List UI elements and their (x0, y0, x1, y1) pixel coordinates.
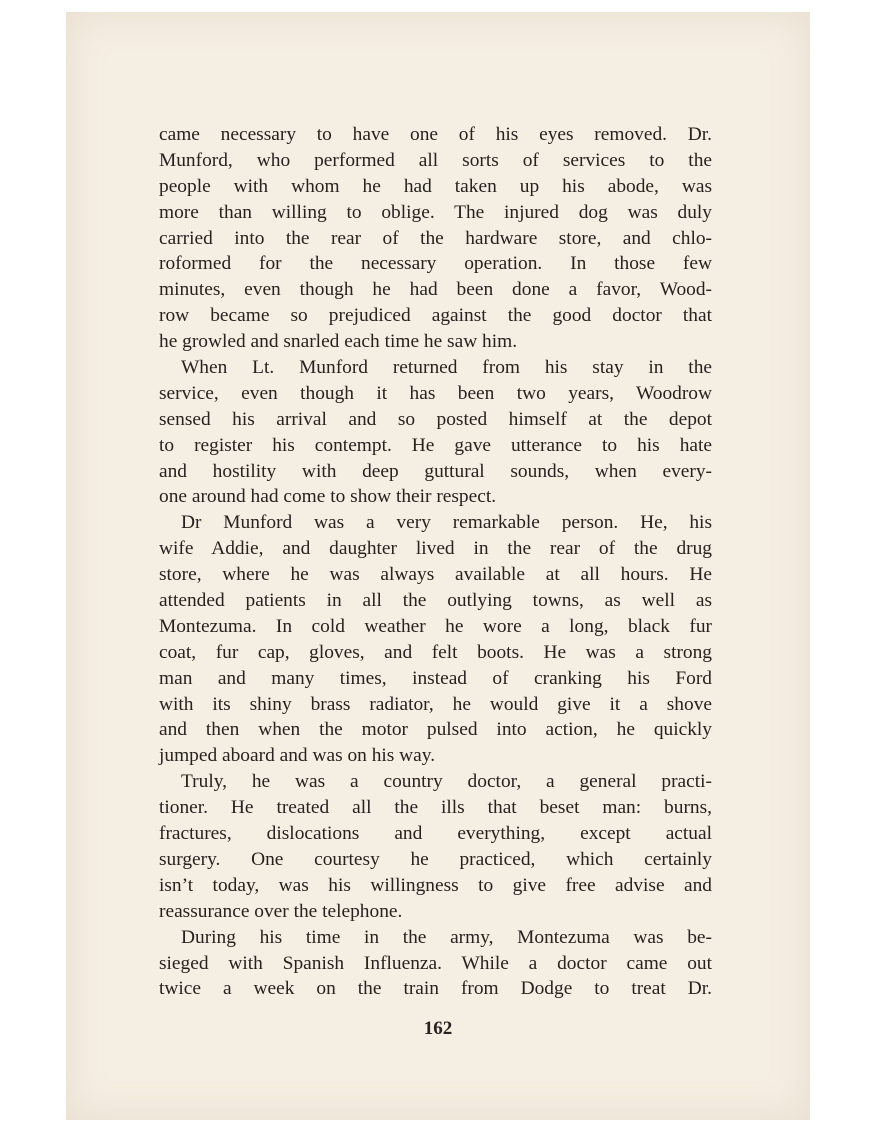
text-line: one around had come to show their respect. (159, 486, 497, 508)
text-line: roformed for the necessary operation. In those few (159, 253, 712, 275)
paragraph (159, 355, 712, 510)
text-line: sieged with Spanish Influenza. While a doctor came out (159, 952, 712, 974)
text-line: fractures, dislocations and everything, except actual (159, 823, 712, 845)
text-line: row became so prejudiced against the good doctor that (159, 305, 712, 327)
paragraph (159, 925, 712, 1003)
body-text (159, 122, 712, 1002)
text-line: twice a week on the train from Dodge to treat Dr. (159, 978, 712, 1000)
paragraph (159, 510, 712, 769)
paragraph (159, 769, 712, 924)
text-line: During his time in the army, Montezuma was be- (181, 926, 712, 948)
text-line: minutes, even though he had been done a favor, Wood- (159, 279, 712, 301)
text-line: isn’t today, was his willingness to give free advise and (159, 874, 712, 896)
text-line: tioner. He treated all the ills that beset man: burns, (159, 797, 712, 819)
text-line: people with whom he had taken up his abode, was (159, 175, 712, 197)
text-line: came necessary to have one of his eyes removed. Dr. (159, 124, 712, 145)
paragraph (159, 122, 712, 355)
text-line: When Lt. Munford returned from his stay in the (181, 357, 712, 379)
text-line: with its shiny brass radiator, he would give it a shove (159, 693, 712, 715)
text-line: more than willing to oblige. The injured dog was duly (159, 201, 712, 223)
text-line: sensed his arrival and so posted himself at the depot (159, 408, 712, 430)
text-line: Truly, he was a country doctor, a general practi- (181, 771, 712, 793)
text-line: store, where he was always available at all hours. He (159, 564, 712, 586)
text-line: and hostility with deep guttural sounds, when every- (159, 460, 712, 482)
text-line: reassurance over the telephone. (159, 900, 403, 922)
text-line: to register his contempt. He gave utterance to his hate (159, 434, 712, 456)
text-line: jumped aboard and was on his way. (159, 745, 436, 767)
text-line: and then when the motor pulsed into action, he quickly (159, 719, 712, 741)
text-line: attended patients in all the outlying towns, as well as (159, 590, 712, 612)
text-line: Dr Munford was a very remarkable person. He, his (181, 512, 712, 534)
page-number: 162 (423, 1018, 453, 1039)
text-line: Munford, who performed all sorts of services to the (159, 149, 712, 171)
text-line: service, even though it has been two years, Woodrow (159, 382, 712, 404)
text-line: coat, fur cap, gloves, and felt boots. He was a strong (159, 641, 712, 663)
text-line: surgery. One courtesy he practiced, which certainly (159, 848, 712, 870)
text-line: wife Addie, and daughter lived in the rear of the drug (159, 538, 712, 560)
text-line: man and many times, instead of cranking his Ford (159, 667, 712, 689)
text-line: he growled and snarled each time he saw him. (159, 331, 518, 353)
text-line: Montezuma. In cold weather he wore a long, black fur (159, 615, 712, 637)
text-line: carried into the rear of the hardware store, and chlo- (159, 227, 712, 249)
